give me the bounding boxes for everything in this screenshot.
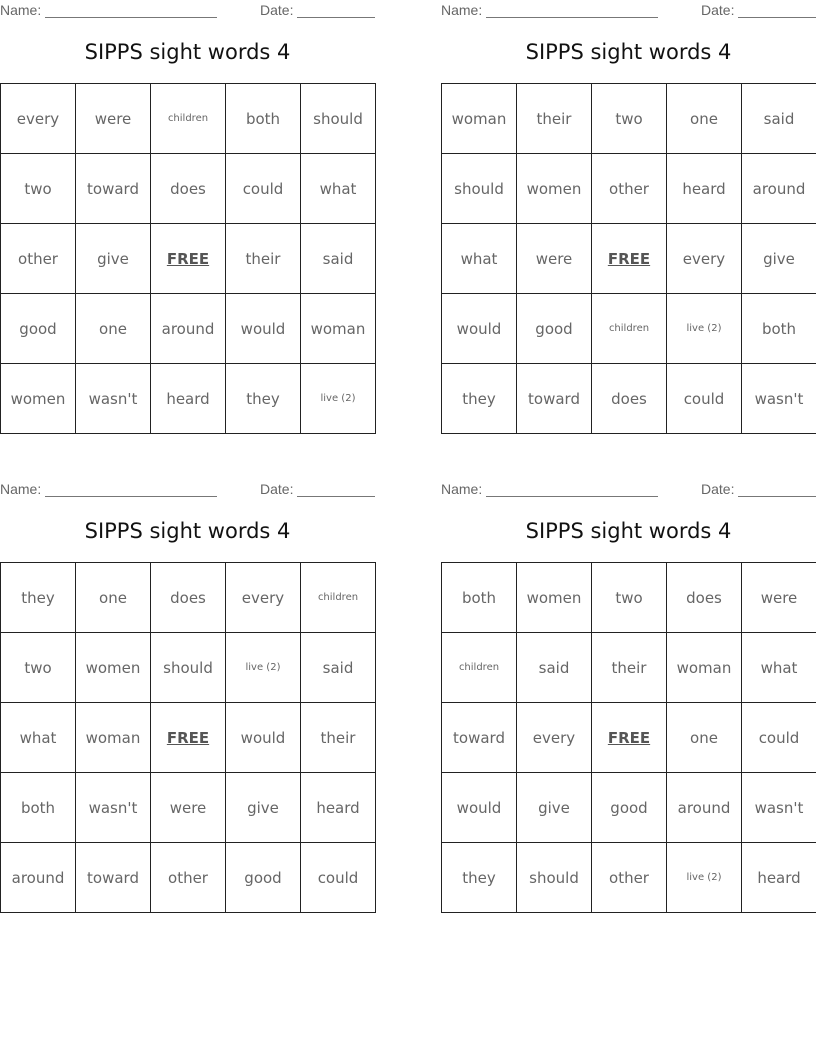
word-cell: should (151, 633, 226, 703)
word-cell: were (742, 563, 816, 633)
word-cell: said (301, 224, 376, 294)
word-cell: children (301, 563, 376, 633)
word-cell: what (442, 224, 517, 294)
name-blank (486, 482, 658, 497)
word-cell: every (517, 703, 592, 773)
word-cell: would (442, 773, 517, 843)
grid-row (1, 563, 376, 633)
word-cell: would (442, 294, 517, 364)
name-line (441, 481, 658, 497)
grid-row (442, 703, 816, 773)
word-cell: were (517, 224, 592, 294)
word-cell: live (2) (226, 633, 301, 703)
word-cell: could (742, 703, 816, 773)
word-cell: they (442, 364, 517, 434)
grid-row (1, 84, 376, 154)
name-blank (45, 482, 217, 497)
word-cell: good (226, 843, 301, 913)
name-label: Name: (0, 481, 42, 497)
word-cell: children (442, 633, 517, 703)
word-cell: both (442, 563, 517, 633)
word-cell: two (1, 633, 76, 703)
word-cell: give (76, 224, 151, 294)
word-cell: their (301, 703, 376, 773)
word-cell: two (592, 84, 667, 154)
date-line (701, 2, 816, 18)
word-cell: children (592, 294, 667, 364)
word-cell: said (517, 633, 592, 703)
free-space: FREE (592, 703, 667, 773)
grid-row (442, 773, 816, 843)
grid-row (1, 154, 376, 224)
word-cell: two (1, 154, 76, 224)
name-label: Name: (441, 481, 483, 497)
date-line (701, 481, 816, 497)
grid-row (1, 364, 376, 434)
word-cell: toward (76, 154, 151, 224)
word-cell: other (1, 224, 76, 294)
word-cell: could (226, 154, 301, 224)
word-cell: toward (76, 843, 151, 913)
word-cell: they (442, 843, 517, 913)
word-cell: every (667, 224, 742, 294)
bingo-card-1 (0, 0, 375, 430)
bingo-card-2 (441, 0, 816, 430)
word-cell: were (76, 84, 151, 154)
name-line (441, 2, 658, 18)
grid-row (442, 633, 816, 703)
grid-row (1, 843, 376, 913)
date-label: Date: (260, 2, 294, 18)
word-cell: woman (667, 633, 742, 703)
name-label: Name: (0, 2, 42, 18)
word-cell: their (226, 224, 301, 294)
word-cell: give (517, 773, 592, 843)
word-cell: both (742, 294, 816, 364)
word-cell: good (592, 773, 667, 843)
word-cell: they (1, 563, 76, 633)
word-cell: what (301, 154, 376, 224)
card-title: SIPPS sight words 4 (84, 40, 291, 64)
word-cell: toward (517, 364, 592, 434)
word-cell: said (301, 633, 376, 703)
word-cell: does (151, 563, 226, 633)
word-cell: should (301, 84, 376, 154)
word-cell: they (226, 364, 301, 434)
word-cell: wasn't (742, 773, 816, 843)
word-cell: toward (442, 703, 517, 773)
word-cell: live (2) (301, 364, 376, 434)
word-cell: one (667, 703, 742, 773)
word-cell: would (226, 294, 301, 364)
word-cell: women (1, 364, 76, 434)
bingo-grid (441, 83, 816, 434)
word-cell: one (76, 563, 151, 633)
word-cell: woman (301, 294, 376, 364)
word-cell: wasn't (76, 364, 151, 434)
word-cell: woman (442, 84, 517, 154)
word-cell: should (517, 843, 592, 913)
word-cell: women (517, 563, 592, 633)
word-cell: what (742, 633, 816, 703)
word-cell: give (226, 773, 301, 843)
date-line (260, 2, 375, 18)
name-label: Name: (441, 2, 483, 18)
bingo-grid (0, 562, 376, 913)
word-cell: women (76, 633, 151, 703)
card-title: SIPPS sight words 4 (525, 519, 732, 543)
date-blank (297, 482, 375, 497)
free-space: FREE (151, 224, 226, 294)
word-cell: good (517, 294, 592, 364)
word-cell: around (667, 773, 742, 843)
word-cell: both (226, 84, 301, 154)
date-line (260, 481, 375, 497)
grid-row (442, 224, 816, 294)
word-cell: other (592, 154, 667, 224)
word-cell: one (76, 294, 151, 364)
word-cell: give (742, 224, 816, 294)
grid-row (1, 294, 376, 364)
card-title: SIPPS sight words 4 (525, 40, 732, 64)
free-space: FREE (592, 224, 667, 294)
word-cell: their (592, 633, 667, 703)
date-blank (738, 3, 816, 18)
grid-row (1, 224, 376, 294)
name-blank (45, 3, 217, 18)
word-cell: every (226, 563, 301, 633)
word-cell: heard (667, 154, 742, 224)
word-cell: does (592, 364, 667, 434)
word-cell: every (1, 84, 76, 154)
word-cell: would (226, 703, 301, 773)
bingo-card-3 (0, 479, 375, 909)
grid-row (442, 294, 816, 364)
word-cell: one (667, 84, 742, 154)
grid-row (442, 843, 816, 913)
word-cell: should (442, 154, 517, 224)
free-space: FREE (151, 703, 226, 773)
word-cell: around (742, 154, 816, 224)
word-cell: around (1, 843, 76, 913)
word-cell: wasn't (742, 364, 816, 434)
word-cell: could (301, 843, 376, 913)
word-cell: said (742, 84, 816, 154)
word-cell: wasn't (76, 773, 151, 843)
date-label: Date: (701, 481, 735, 497)
grid-row (442, 364, 816, 434)
word-cell: women (517, 154, 592, 224)
word-cell: other (151, 843, 226, 913)
name-line (0, 2, 217, 18)
word-cell: heard (301, 773, 376, 843)
word-cell: heard (151, 364, 226, 434)
grid-row (1, 773, 376, 843)
word-cell: heard (742, 843, 816, 913)
word-cell: were (151, 773, 226, 843)
word-cell: two (592, 563, 667, 633)
grid-row (1, 703, 376, 773)
bingo-grid (0, 83, 376, 434)
date-label: Date: (701, 2, 735, 18)
word-cell: could (667, 364, 742, 434)
grid-row (1, 633, 376, 703)
name-blank (486, 3, 658, 18)
word-cell: good (1, 294, 76, 364)
name-line (0, 481, 217, 497)
word-cell: other (592, 843, 667, 913)
date-blank (297, 3, 375, 18)
bingo-grid (441, 562, 816, 913)
word-cell: live (2) (667, 843, 742, 913)
word-cell: does (151, 154, 226, 224)
word-cell: around (151, 294, 226, 364)
word-cell: woman (76, 703, 151, 773)
word-cell: their (517, 84, 592, 154)
date-label: Date: (260, 481, 294, 497)
grid-row (442, 154, 816, 224)
word-cell: children (151, 84, 226, 154)
date-blank (738, 482, 816, 497)
card-title: SIPPS sight words 4 (84, 519, 291, 543)
bingo-card-4 (441, 479, 816, 909)
word-cell: does (667, 563, 742, 633)
grid-row (442, 563, 816, 633)
word-cell: both (1, 773, 76, 843)
grid-row (442, 84, 816, 154)
word-cell: what (1, 703, 76, 773)
word-cell: live (2) (667, 294, 742, 364)
